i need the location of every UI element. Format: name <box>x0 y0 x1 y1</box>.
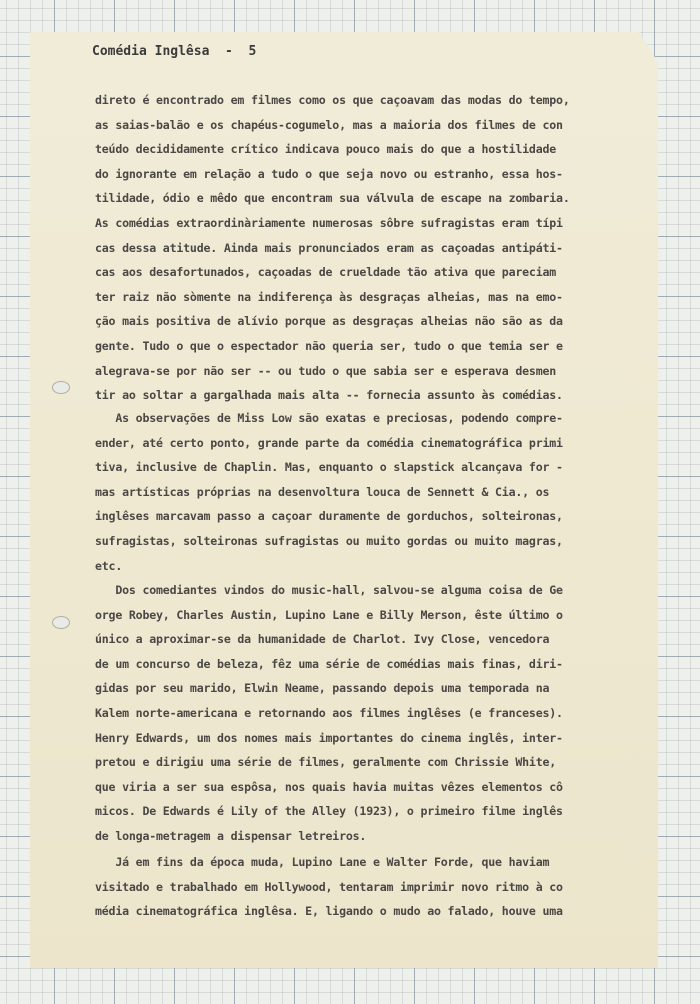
text-line: do ignorante em relação a tudo o que seja novo ou estranho, essa hos- <box>95 166 563 181</box>
page-header: Comédia Inglêsa - 5 <box>92 44 257 59</box>
text-line: Kalem norte-americana e retornando aos filmes inglêses (e franceses). <box>95 705 563 720</box>
text-line: gente. Tudo o que o espectador não queria ser, tudo o que temia ser e <box>95 338 563 353</box>
text-line: ter raiz não sòmente na indiferença às desgraças alheias, mas na emo- <box>95 289 563 304</box>
text-line: sufragistas, solteironas sufragistas ou muito gordas ou muito magras, <box>95 533 563 548</box>
paragraph-2 <box>95 406 643 578</box>
text-line: etc. <box>95 558 123 573</box>
text-line: inglêses marcavam passo a caçoar duramente de gorduchos, solteironas, <box>95 509 563 524</box>
text-line: As comédias extraordinàriamente numerosas sôbre sufragistas eram típi <box>95 215 563 230</box>
text-line: pretou e dirigiu uma série de filmes, geralmente com Chrissie White, <box>95 755 557 770</box>
text-line: cas dessa atitude. Ainda mais pronunciados eram as caçoadas antipáti- <box>95 240 563 255</box>
paragraph-3 <box>95 578 643 849</box>
text-line: único a aproximar-se da humanidade de Charlot. Ivy Close, vencedora <box>95 632 550 647</box>
text-line: Henry Edwards, um dos nomes mais importantes do cinema inglês, inter- <box>95 730 563 745</box>
text-line: tiva, inclusive de Chaplin. Mas, enquanto o slapstick alcançava for - <box>95 460 563 475</box>
text-line: as saias-balão e os chapéus-cogumelo, mas a maioria dos filmes de con <box>95 117 563 132</box>
text-line: As observações de Miss Low são exatas e preciosas, podendo compre- <box>95 411 563 425</box>
text-line: mas artísticas próprias na desenvoltura louca de Sennett & Cia., os <box>95 484 550 499</box>
paragraph-1 <box>95 88 643 408</box>
text-line: Dos comediantes vindos do music-hall, salvou-se alguma coisa de Ge <box>95 583 563 597</box>
text-line: micos. De Edwards é Lily of the Alley (1923), o primeiro filme inglês <box>95 804 563 819</box>
text-line: tir ao soltar a gargalhada mais alta -- fornecia assunto às comédias. <box>95 388 563 403</box>
text-line: gidas por seu marido, Elwin Neame, passando depois uma temporada na <box>95 681 550 696</box>
punch-hole <box>52 381 70 394</box>
text-line: de um concurso de beleza, fêz uma série de comédias mais finas, diri- <box>95 656 563 671</box>
text-line: orge Robey, Charles Austin, Lupino Lane e Billy Merson, êste último o <box>95 607 563 622</box>
text-line: que viria a ser sua espôsa, nos quais havia muitas vêzes elementos cô <box>95 779 563 794</box>
text-line: média cinematográfica inglêsa. E, ligando o mudo ao falado, houve uma <box>95 904 563 919</box>
punch-hole <box>52 616 70 629</box>
text-line: cas aos desafortunados, caçoadas de crueldade tão ativa que pareciam <box>95 265 557 280</box>
paragraph-4 <box>95 850 643 924</box>
text-line: ção mais positiva de alívio porque as desgraças alheias não são as da <box>95 314 563 329</box>
text-line: alegrava-se por não ser -- ou tudo o que sabia ser e esperava desmen <box>95 363 557 378</box>
text-line: visitado e trabalhado em Hollywood, tentaram imprimir novo ritmo à co <box>95 879 563 894</box>
text-line: ender, até certo ponto, grande parte da comédia cinematográfica primi <box>95 435 563 450</box>
text-line: direto é encontrado em filmes como os que caçoavam das modas do tempo, <box>95 93 570 107</box>
text-line: tilidade, ódio e mêdo que encontram sua válvula de escape na zombaria. <box>95 191 570 206</box>
text-line: teúdo decididamente crítico indicava pouco mais do que a hostilidade <box>95 142 557 157</box>
text-line: Já em fins da época muda, Lupino Lane e Walter Forde, que haviam <box>95 855 550 869</box>
text-line: de longa-metragem a dispensar letreiros. <box>95 828 367 843</box>
